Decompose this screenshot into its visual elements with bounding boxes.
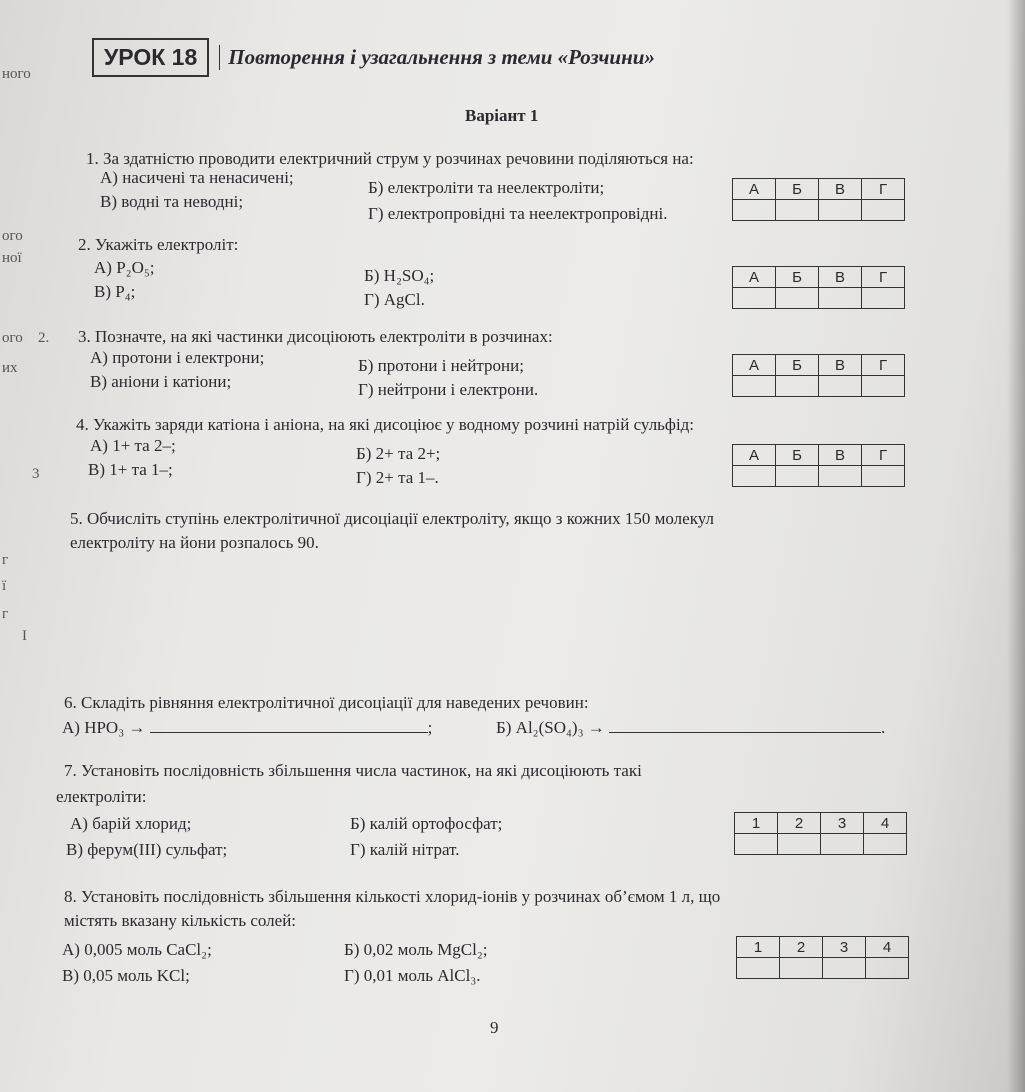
question-3-text: 3. Позначте, на які частинки дисоціюють електроліти в розчинах: xyxy=(78,327,553,346)
grid-header: Г xyxy=(862,267,905,288)
margin-fragment: ї xyxy=(2,578,7,594)
q8-option-g: Г) 0,01 моль AlCl₃. xyxy=(344,966,481,985)
answer-cell[interactable] xyxy=(862,466,905,487)
q7-option-b: Б) калій ортофосфат; xyxy=(350,814,503,833)
grid-header: Г xyxy=(862,355,905,376)
answer-cell[interactable] xyxy=(733,200,776,221)
grid-header: 4 xyxy=(866,937,909,958)
q2-answer-grid xyxy=(732,266,905,309)
grid-header: Б xyxy=(776,179,819,200)
q7-answer-grid xyxy=(734,812,907,855)
margin-fragment: 2. xyxy=(38,330,50,346)
q8-answer-grid xyxy=(736,936,909,979)
answer-cell[interactable] xyxy=(735,834,778,855)
page-number: 9 xyxy=(490,1018,499,1037)
lesson-number: УРОК 18 xyxy=(92,38,209,77)
question-8-line-2: містять вказану кількість солей: xyxy=(64,911,297,930)
q8-option-v: В) 0,05 моль KCl; xyxy=(62,966,190,985)
question-1-text: 1. За здатністю проводити електричний струм у розчинах речовини поділяються на: xyxy=(86,149,694,168)
answer-cell[interactable] xyxy=(862,288,905,309)
lesson-header xyxy=(92,38,655,77)
q3-option-g: Г) нейтрони і електрони. xyxy=(358,380,539,399)
grid-header: 2 xyxy=(780,937,823,958)
q1-option-g: Г) електропровідні та неелектропровідні. xyxy=(368,204,668,223)
margin-fragment: г xyxy=(2,552,9,568)
q7-option-g: Г) калій нітрат. xyxy=(350,840,460,859)
grid-header: 1 xyxy=(737,937,780,958)
margin-fragment: ної xyxy=(2,250,22,266)
grid-header: Б xyxy=(776,445,819,466)
q6-separator: ; xyxy=(427,718,433,737)
answer-cell[interactable] xyxy=(776,466,819,487)
question-4-text: 4. Укажіть заряди катіона і аніона, на які дисоціює у водному розчині натрій сульфід: xyxy=(76,415,695,434)
answer-cell[interactable] xyxy=(821,834,864,855)
q8-option-a: А) 0,005 моль CaCl₂; xyxy=(62,940,212,959)
q7-option-a: А) барій хлорид; xyxy=(70,814,192,833)
grid-header: А xyxy=(733,355,776,376)
grid-header: В xyxy=(819,179,862,200)
q6-option-a xyxy=(62,718,432,738)
q3-answer-grid xyxy=(732,354,905,397)
margin-fragment: г xyxy=(2,606,9,622)
grid-header: А xyxy=(733,179,776,200)
question-5-line-2: електроліту на йони розпалось 90. xyxy=(70,533,319,552)
margin-fragment: ного xyxy=(2,66,31,82)
margin-fragment: І xyxy=(22,628,27,644)
q4-option-v: В) 1+ та 1–; xyxy=(88,460,173,479)
answer-cell[interactable] xyxy=(776,376,819,397)
grid-header: Г xyxy=(862,445,905,466)
q4-answer-grid xyxy=(732,444,905,487)
q4-option-g: Г) 2+ та 1–. xyxy=(356,468,439,487)
answer-cell[interactable] xyxy=(733,288,776,309)
q1-option-a: А) насичені та ненасичені; xyxy=(100,168,294,187)
variant-title: Варіант 1 xyxy=(465,106,539,125)
grid-header: А xyxy=(733,445,776,466)
q2-option-g: Г) AgCl. xyxy=(364,290,425,309)
grid-header: 4 xyxy=(864,813,907,834)
grid-header: 2 xyxy=(778,813,821,834)
margin-fragment: 3 xyxy=(32,466,40,482)
q1-option-b: Б) електроліти та неелектроліти; xyxy=(368,178,605,197)
q2-option-a: А) P₂O₅; xyxy=(94,258,155,277)
answer-cell[interactable] xyxy=(819,288,862,309)
grid-header: 3 xyxy=(823,937,866,958)
answer-cell[interactable] xyxy=(819,200,862,221)
question-2-text: 2. Укажіть електроліт: xyxy=(78,235,239,254)
grid-header: В xyxy=(819,267,862,288)
answer-cell[interactable] xyxy=(776,288,819,309)
answer-cell[interactable] xyxy=(862,376,905,397)
grid-header: Г xyxy=(862,179,905,200)
q6-answer-blank-b[interactable] xyxy=(609,718,881,733)
answer-cell[interactable] xyxy=(776,200,819,221)
answer-cell[interactable] xyxy=(733,466,776,487)
q2-option-b: Б) H₂SO₄; xyxy=(364,266,435,285)
question-6-text: 6. Складіть рівняння електролітичної дисоціації для наведених речовин: xyxy=(64,693,589,712)
q1-answer-grid xyxy=(732,178,905,221)
grid-header: В xyxy=(819,445,862,466)
q2-option-v: В) P₄; xyxy=(94,282,136,301)
answer-cell[interactable] xyxy=(737,958,780,979)
page-edge-shadow xyxy=(1007,0,1025,1092)
q6-end: . xyxy=(881,718,886,737)
grid-header: 1 xyxy=(735,813,778,834)
q3-option-v: В) аніони і катіони; xyxy=(90,372,232,391)
q8-option-b: Б) 0,02 моль MgCl₂; xyxy=(344,940,488,959)
q6-option-b-formula: Б) Al₂(SO₄)₃ → xyxy=(496,718,605,737)
grid-header: Б xyxy=(776,355,819,376)
q4-option-b: Б) 2+ та 2+; xyxy=(356,444,441,463)
margin-fragment: ого xyxy=(2,330,23,346)
question-8-line-1: 8. Установіть послідовність збільшення кількості хлорид-іонів у розчинах об’ємом 1 л, що xyxy=(64,887,721,906)
q4-option-a: А) 1+ та 2–; xyxy=(90,436,176,455)
answer-cell[interactable] xyxy=(733,376,776,397)
answer-cell[interactable] xyxy=(866,958,909,979)
answer-cell[interactable] xyxy=(819,466,862,487)
answer-cell[interactable] xyxy=(819,376,862,397)
answer-cell[interactable] xyxy=(823,958,866,979)
q6-option-b xyxy=(496,718,885,738)
question-5-line-1: 5. Обчисліть ступінь електролітичної дисоціації електроліту, якщо з кожних 150 молекул xyxy=(70,509,714,528)
q1-option-v: В) водні та неводні; xyxy=(100,192,244,211)
answer-cell[interactable] xyxy=(780,958,823,979)
margin-fragment: ого xyxy=(2,228,23,244)
lesson-title: Повторення і узагальнення з теми «Розчини» xyxy=(219,45,655,70)
grid-header: В xyxy=(819,355,862,376)
grid-header: Б xyxy=(776,267,819,288)
q6-option-a-formula: А) HPO₃ → xyxy=(62,718,146,737)
answer-cell[interactable] xyxy=(862,200,905,221)
q3-option-a: А) протони і електрони; xyxy=(90,348,265,367)
q7-option-v: В) ферум(ІІІ) сульфат; xyxy=(66,840,228,859)
answer-cell[interactable] xyxy=(864,834,907,855)
question-7-line-2: електроліти: xyxy=(56,787,147,806)
question-7-line-1: 7. Установіть послідовність збільшення числа частинок, на які дисоціюють такі xyxy=(64,761,642,780)
grid-header: А xyxy=(733,267,776,288)
answer-cell[interactable] xyxy=(778,834,821,855)
q6-answer-blank-a[interactable] xyxy=(150,718,428,733)
grid-header: 3 xyxy=(821,813,864,834)
margin-fragment: их xyxy=(2,360,18,376)
q3-option-b: Б) протони і нейтрони; xyxy=(358,356,524,375)
